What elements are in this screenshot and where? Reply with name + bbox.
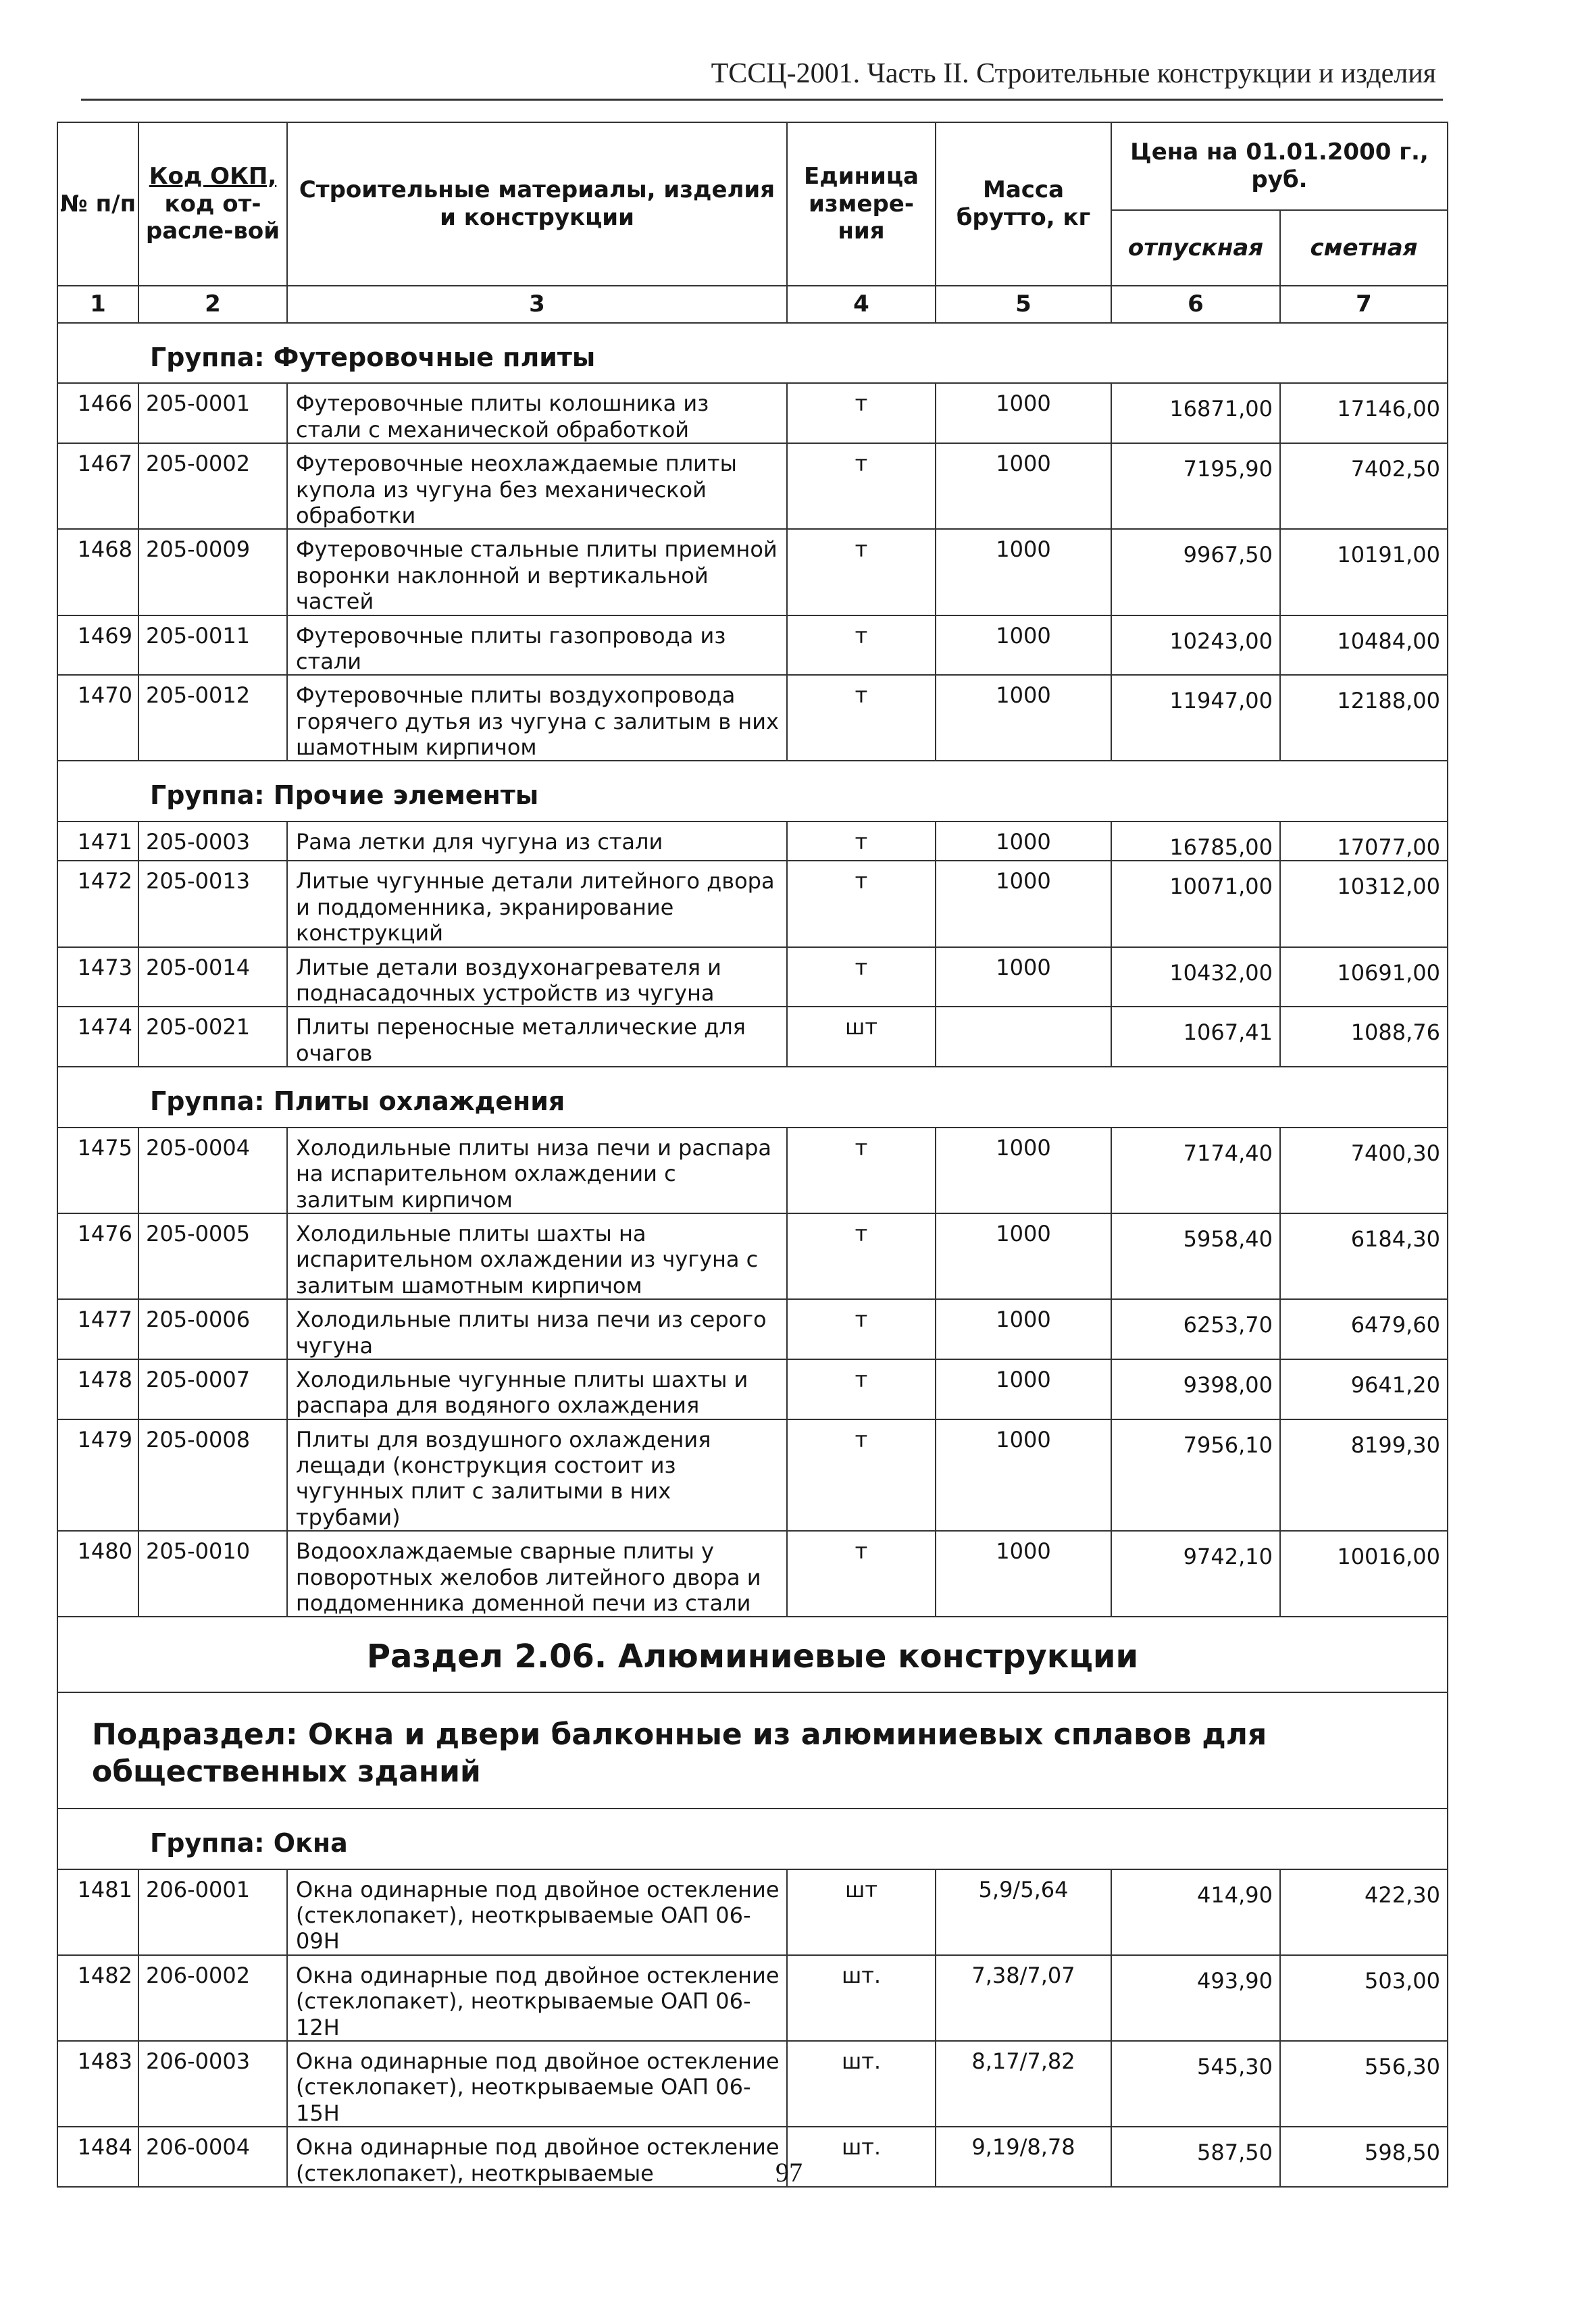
row-code: 206-0003 bbox=[138, 2041, 287, 2127]
row-code: 205-0003 bbox=[138, 822, 287, 861]
row-name: Литые чугунные детали литейного двора и поддоменника, экранирование конструкций bbox=[287, 861, 787, 946]
row-price-estimate: 10191,00 bbox=[1280, 529, 1448, 615]
row-unit: т bbox=[787, 1419, 936, 1532]
row-number: 1470 bbox=[57, 675, 138, 761]
subsection-row bbox=[57, 1692, 1448, 1809]
row-name: Холодильные чугунные плиты шахты и распара для водяного охлаждения bbox=[287, 1359, 787, 1419]
column-number: 6 bbox=[1111, 286, 1280, 323]
row-number: 1480 bbox=[57, 1531, 138, 1617]
group-heading-row bbox=[57, 761, 1448, 822]
group-heading-row bbox=[57, 1809, 1448, 1869]
row-number: 1474 bbox=[57, 1007, 138, 1067]
row-mass: 9,19/8,78 bbox=[936, 2127, 1111, 2187]
row-number: 1477 bbox=[57, 1299, 138, 1359]
row-mass: 7,38/7,07 bbox=[936, 1955, 1111, 2041]
column-number: 1 bbox=[57, 286, 138, 323]
group-heading-row bbox=[57, 323, 1448, 384]
row-price-release: 16785,00 bbox=[1111, 822, 1280, 861]
row-number: 1479 bbox=[57, 1419, 138, 1532]
section-title: Раздел 2.06. Алюминиевые конструкции bbox=[57, 1617, 1448, 1692]
row-unit: т bbox=[787, 443, 936, 529]
row-number: 1476 bbox=[57, 1213, 138, 1299]
row-mass: 1000 bbox=[936, 675, 1111, 761]
group-heading-row bbox=[57, 1067, 1448, 1128]
page-number: 97 bbox=[775, 2157, 803, 2188]
row-unit: т bbox=[787, 1213, 936, 1299]
row-mass: 1000 bbox=[936, 1531, 1111, 1617]
row-number: 1482 bbox=[57, 1955, 138, 2041]
row-unit: т bbox=[787, 1128, 936, 1213]
row-mass: 1000 bbox=[936, 822, 1111, 861]
header-mass: Масса брутто, кг bbox=[936, 122, 1111, 286]
row-code: 205-0013 bbox=[138, 861, 287, 946]
row-price-estimate: 7400,30 bbox=[1280, 1128, 1448, 1213]
row-price-estimate: 503,00 bbox=[1280, 1955, 1448, 2041]
row-price-estimate: 10484,00 bbox=[1280, 615, 1448, 676]
table-row bbox=[57, 615, 1448, 676]
row-price-release: 6253,70 bbox=[1111, 1299, 1280, 1359]
row-unit: шт. bbox=[787, 2127, 936, 2187]
row-unit: шт bbox=[787, 1007, 936, 1067]
row-price-estimate: 8199,30 bbox=[1280, 1419, 1448, 1532]
row-number: 1468 bbox=[57, 529, 138, 615]
column-numbers-row bbox=[57, 286, 1448, 323]
table-row bbox=[57, 1128, 1448, 1213]
row-price-release: 7195,90 bbox=[1111, 443, 1280, 529]
row-mass: 1000 bbox=[936, 1213, 1111, 1299]
row-code: 205-0007 bbox=[138, 1359, 287, 1419]
header-price-estimate: сметная bbox=[1280, 210, 1448, 286]
row-unit: т bbox=[787, 1531, 936, 1617]
row-number: 1478 bbox=[57, 1359, 138, 1419]
row-price-release: 587,50 bbox=[1111, 2127, 1280, 2187]
row-unit: шт. bbox=[787, 2041, 936, 2127]
row-price-estimate: 17146,00 bbox=[1280, 383, 1448, 443]
row-name: Футеровочные плиты колошника из стали с механической обработкой bbox=[287, 383, 787, 443]
table-row bbox=[57, 1213, 1448, 1299]
row-name: Холодильные плиты шахты на испарительном охлаждении из чугуна с залитым шамотным кирпичом bbox=[287, 1213, 787, 1299]
row-code: 206-0004 bbox=[138, 2127, 287, 2187]
group-title: Группа: Плиты охлаждения bbox=[57, 1067, 1448, 1128]
table-body bbox=[57, 323, 1448, 1617]
row-price-estimate: 10691,00 bbox=[1280, 947, 1448, 1007]
table-row bbox=[57, 1007, 1448, 1067]
row-unit: т bbox=[787, 383, 936, 443]
row-price-release: 16871,00 bbox=[1111, 383, 1280, 443]
row-code: 205-0009 bbox=[138, 529, 287, 615]
row-name: Водоохлаждаемые сварные плиты у поворотных желобов литейного двора и поддоменника доменной печи из стали bbox=[287, 1531, 787, 1617]
row-mass: 1000 bbox=[936, 529, 1111, 615]
row-price-release: 11947,00 bbox=[1111, 675, 1280, 761]
row-name: Плиты переносные металлические для очагов bbox=[287, 1007, 787, 1067]
row-code: 205-0010 bbox=[138, 1531, 287, 1617]
row-name: Холодильные плиты низа печи из серого чугуна bbox=[287, 1299, 787, 1359]
price-table bbox=[57, 122, 1448, 2188]
row-number: 1466 bbox=[57, 383, 138, 443]
header-rule bbox=[81, 99, 1443, 101]
table-row bbox=[57, 529, 1448, 615]
header-name: Строительные материалы, изделия и конструкции bbox=[287, 122, 787, 286]
table-row bbox=[57, 1531, 1448, 1617]
column-number: 3 bbox=[287, 286, 787, 323]
row-unit: т bbox=[787, 1299, 936, 1359]
table-row bbox=[57, 1299, 1448, 1359]
row-price-release: 414,90 bbox=[1111, 1869, 1280, 1955]
table-row bbox=[57, 861, 1448, 946]
row-code: 206-0002 bbox=[138, 1955, 287, 2041]
header-code bbox=[138, 122, 287, 286]
row-name: Плиты для воздушного охлаждения лещади (конструкция состоит из чугунных плит с залитыми в них трубами) bbox=[287, 1419, 787, 1532]
row-code: 205-0008 bbox=[138, 1419, 287, 1532]
row-name: Холодильные плиты низа печи и распара на испарительном охлаждении с залитым кирпичом bbox=[287, 1128, 787, 1213]
header-price: Цена на 01.01.2000 г., руб. bbox=[1111, 122, 1448, 210]
row-price-estimate: 10016,00 bbox=[1280, 1531, 1448, 1617]
row-code: 205-0014 bbox=[138, 947, 287, 1007]
table-row bbox=[57, 822, 1448, 861]
row-mass: 1000 bbox=[936, 1419, 1111, 1532]
row-price-release: 9398,00 bbox=[1111, 1359, 1280, 1419]
header-code-okp: Код ОКП, bbox=[149, 162, 277, 190]
row-price-estimate: 7402,50 bbox=[1280, 443, 1448, 529]
column-number: 7 bbox=[1280, 286, 1448, 323]
row-price-release: 7174,40 bbox=[1111, 1128, 1280, 1213]
row-unit: т bbox=[787, 529, 936, 615]
row-price-release: 10432,00 bbox=[1111, 947, 1280, 1007]
row-name: Окна одинарные под двойное остекление (стеклопакет), неоткрываемые ОАП 06-15Н bbox=[287, 2041, 787, 2127]
group-title: Группа: Прочие элементы bbox=[57, 761, 1448, 822]
row-price-release: 9967,50 bbox=[1111, 529, 1280, 615]
row-price-estimate: 6184,30 bbox=[1280, 1213, 1448, 1299]
table-row bbox=[57, 383, 1448, 443]
row-mass: 1000 bbox=[936, 443, 1111, 529]
header-unit: Единица измере-ния bbox=[787, 122, 936, 286]
row-price-release: 7956,10 bbox=[1111, 1419, 1280, 1532]
row-price-release: 10071,00 bbox=[1111, 861, 1280, 946]
row-name: Окна одинарные под двойное остекление (стеклопакет), неоткрываемые bbox=[287, 2127, 787, 2187]
row-code: 205-0006 bbox=[138, 1299, 287, 1359]
row-code: 205-0002 bbox=[138, 443, 287, 529]
row-number: 1473 bbox=[57, 947, 138, 1007]
row-unit: т bbox=[787, 947, 936, 1007]
section-block bbox=[57, 1617, 1448, 1809]
row-price-release: 1067,41 bbox=[1111, 1007, 1280, 1067]
row-number: 1467 bbox=[57, 443, 138, 529]
running-head: ТССЦ-2001. Часть II. Строительные конструкции и изделия bbox=[711, 58, 1436, 89]
row-price-estimate: 1088,76 bbox=[1280, 1007, 1448, 1067]
row-code: 205-0004 bbox=[138, 1128, 287, 1213]
row-name: Окна одинарные под двойное остекление (стеклопакет), неоткрываемые ОАП 06-12Н bbox=[287, 1955, 787, 2041]
row-price-estimate: 9641,20 bbox=[1280, 1359, 1448, 1419]
row-code: 205-0001 bbox=[138, 383, 287, 443]
row-code: 205-0012 bbox=[138, 675, 287, 761]
row-number: 1484 bbox=[57, 2127, 138, 2187]
row-number: 1481 bbox=[57, 1869, 138, 1955]
row-name: Футеровочные плиты газопровода из стали bbox=[287, 615, 787, 676]
row-unit: т bbox=[787, 822, 936, 861]
table-row bbox=[57, 1955, 1448, 2041]
row-unit: шт. bbox=[787, 1955, 936, 2041]
row-unit: т bbox=[787, 861, 936, 946]
row-number: 1469 bbox=[57, 615, 138, 676]
row-number: 1472 bbox=[57, 861, 138, 946]
table-row bbox=[57, 947, 1448, 1007]
row-name: Футеровочные стальные плиты приемной воронки наклонной и вертикальной частей bbox=[287, 529, 787, 615]
row-price-estimate: 12188,00 bbox=[1280, 675, 1448, 761]
row-code: 206-0001 bbox=[138, 1869, 287, 1955]
row-name: Окна одинарные под двойное остекление (стеклопакет), неоткрываемые ОАП 06-09Н bbox=[287, 1869, 787, 1955]
row-price-estimate: 598,50 bbox=[1280, 2127, 1448, 2187]
group-title: Группа: Окна bbox=[57, 1809, 1448, 1869]
table-row bbox=[57, 1419, 1448, 1532]
row-number: 1475 bbox=[57, 1128, 138, 1213]
row-name: Футеровочные плиты воздухопровода горячего дутья из чугуна с залитым в них шамотным кирпичом bbox=[287, 675, 787, 761]
row-price-estimate: 556,30 bbox=[1280, 2041, 1448, 2127]
row-mass: 1000 bbox=[936, 947, 1111, 1007]
row-price-estimate: 10312,00 bbox=[1280, 861, 1448, 946]
row-mass: 1000 bbox=[936, 1359, 1111, 1419]
row-mass: 8,17/7,82 bbox=[936, 2041, 1111, 2127]
row-number: 1483 bbox=[57, 2041, 138, 2127]
row-mass: 1000 bbox=[936, 1128, 1111, 1213]
header-price-release: отпускная bbox=[1111, 210, 1280, 286]
row-mass: 5,9/5,64 bbox=[936, 1869, 1111, 1955]
row-price-release: 5958,40 bbox=[1111, 1213, 1280, 1299]
row-mass: 1000 bbox=[936, 615, 1111, 676]
row-mass bbox=[936, 1007, 1111, 1067]
row-mass: 1000 bbox=[936, 1299, 1111, 1359]
row-code: 205-0005 bbox=[138, 1213, 287, 1299]
row-name: Футеровочные неохлаждаемые плиты купола из чугуна без механической обработки bbox=[287, 443, 787, 529]
table-header bbox=[57, 122, 1448, 323]
section-row bbox=[57, 1617, 1448, 1692]
column-number: 4 bbox=[787, 286, 936, 323]
row-unit: т bbox=[787, 1359, 936, 1419]
row-unit: т bbox=[787, 615, 936, 676]
row-price-estimate: 17077,00 bbox=[1280, 822, 1448, 861]
header-num: № п/п bbox=[57, 122, 138, 286]
row-price-release: 493,90 bbox=[1111, 1955, 1280, 2041]
row-unit: т bbox=[787, 675, 936, 761]
subsection-title: Подраздел: Окна и двери балконные из алюминиевых сплавов для общественных зданий bbox=[57, 1692, 1448, 1809]
row-price-release: 9742,10 bbox=[1111, 1531, 1280, 1617]
row-name: Литые детали воздухонагревателя и поднасадочных устройств из чугуна bbox=[287, 947, 787, 1007]
header-code-branch: код от-расле-вой bbox=[145, 190, 280, 245]
row-name: Рама летки для чугуна из стали bbox=[287, 822, 787, 861]
windows-body bbox=[57, 1809, 1448, 2187]
row-mass: 1000 bbox=[936, 861, 1111, 946]
row-price-release: 545,30 bbox=[1111, 2041, 1280, 2127]
row-mass: 1000 bbox=[936, 383, 1111, 443]
row-code: 205-0011 bbox=[138, 615, 287, 676]
row-price-estimate: 6479,60 bbox=[1280, 1299, 1448, 1359]
row-number: 1471 bbox=[57, 822, 138, 861]
row-unit: шт bbox=[787, 1869, 936, 1955]
column-number: 2 bbox=[138, 286, 287, 323]
row-price-release: 10243,00 bbox=[1111, 615, 1280, 676]
group-title: Группа: Футеровочные плиты bbox=[57, 323, 1448, 384]
row-price-estimate: 422,30 bbox=[1280, 1869, 1448, 1955]
column-number: 5 bbox=[936, 286, 1111, 323]
table-row bbox=[57, 443, 1448, 529]
table-row bbox=[57, 1869, 1448, 1955]
table-row bbox=[57, 1359, 1448, 1419]
table-row bbox=[57, 675, 1448, 761]
row-code: 205-0021 bbox=[138, 1007, 287, 1067]
table-row bbox=[57, 2041, 1448, 2127]
